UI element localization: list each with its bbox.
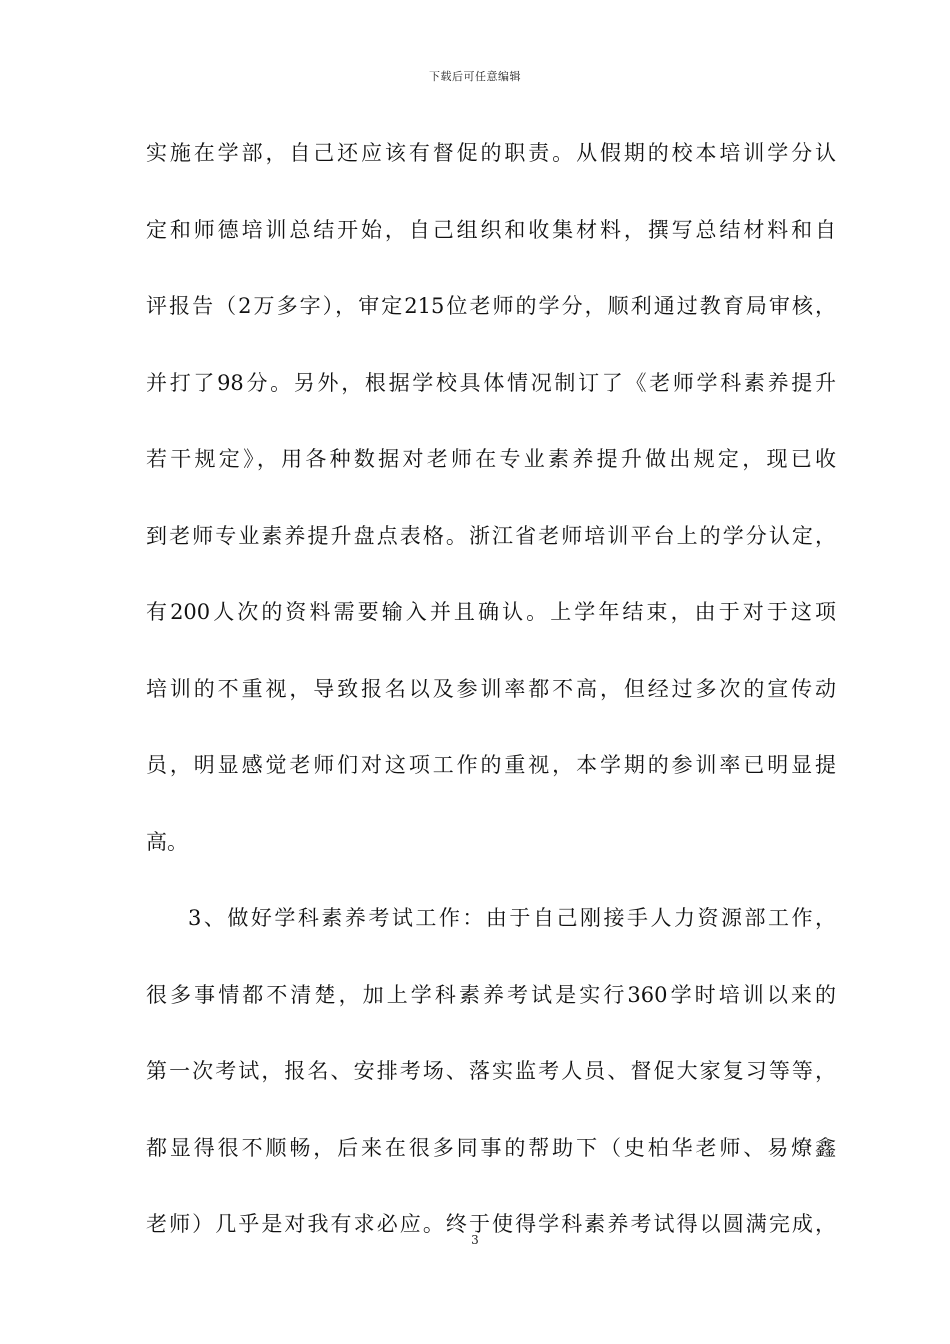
paragraph-2-line-3: 第一次考试，报名、安排考场、落实监考人员、督促大家复习等等， bbox=[146, 1059, 836, 1083]
paragraph-1-line-2: 定和师德培训总结开始，自己组织和收集材料，撰写总结材料和自 bbox=[146, 217, 836, 242]
paragraph-2-line-4: 都显得很不顺畅，后来在很多同事的帮助下（史柏华老师、易燎鑫 bbox=[146, 1135, 836, 1160]
paragraph-1-line-6: 到老师专业素养提升盘点表格。浙江省老师培训平台上的学分认定， bbox=[146, 523, 836, 548]
document-body bbox=[146, 132, 836, 1280]
paragraph-1-line-3: 评报告（2万多字），审定215位老师的学分，顺利通过教育局审核， bbox=[146, 294, 836, 318]
paragraph-1-line-9: 员，明显感觉老师们对这项工作的重视，本学期的参训率已明显提 bbox=[146, 753, 836, 777]
paragraph-1-line-4: 并打了98分。另外，根据学校具体情况制订了《老师学科素养提升 bbox=[146, 370, 836, 395]
paragraph-2-line-2: 很多事情都不清楚，加上学科素养考试是实行360学时培训以来的 bbox=[146, 982, 836, 1007]
paragraph-1-line-10: 高。 bbox=[146, 829, 188, 854]
page-header: 下载后可任意编辑 bbox=[429, 70, 521, 83]
paragraph-1-line-8: 培训的不重视，导致报名以及参训率都不高，但经过多次的宣传动 bbox=[146, 676, 836, 701]
paragraph-1-line-7: 有200人次的资料需要输入并且确认。上学年结束，由于对于这项 bbox=[146, 600, 836, 624]
paragraph-2-line-5: 老师）几乎是对我有求必应。终于使得学科素养考试得以圆满完成， bbox=[146, 1212, 836, 1236]
paragraph-1-line-1: 实施在学部，自己还应该有督促的职责。从假期的校本培训学分认 bbox=[146, 141, 836, 165]
paragraph-1-line-5: 若干规定》，用各种数据对老师在专业素养提升做出规定，现已收 bbox=[146, 447, 836, 471]
paragraph-2-line-1: 3、做好学科素养考试工作：由于自己刚接手人力资源部工作， bbox=[188, 906, 836, 930]
page-number: 3 bbox=[471, 1233, 479, 1247]
